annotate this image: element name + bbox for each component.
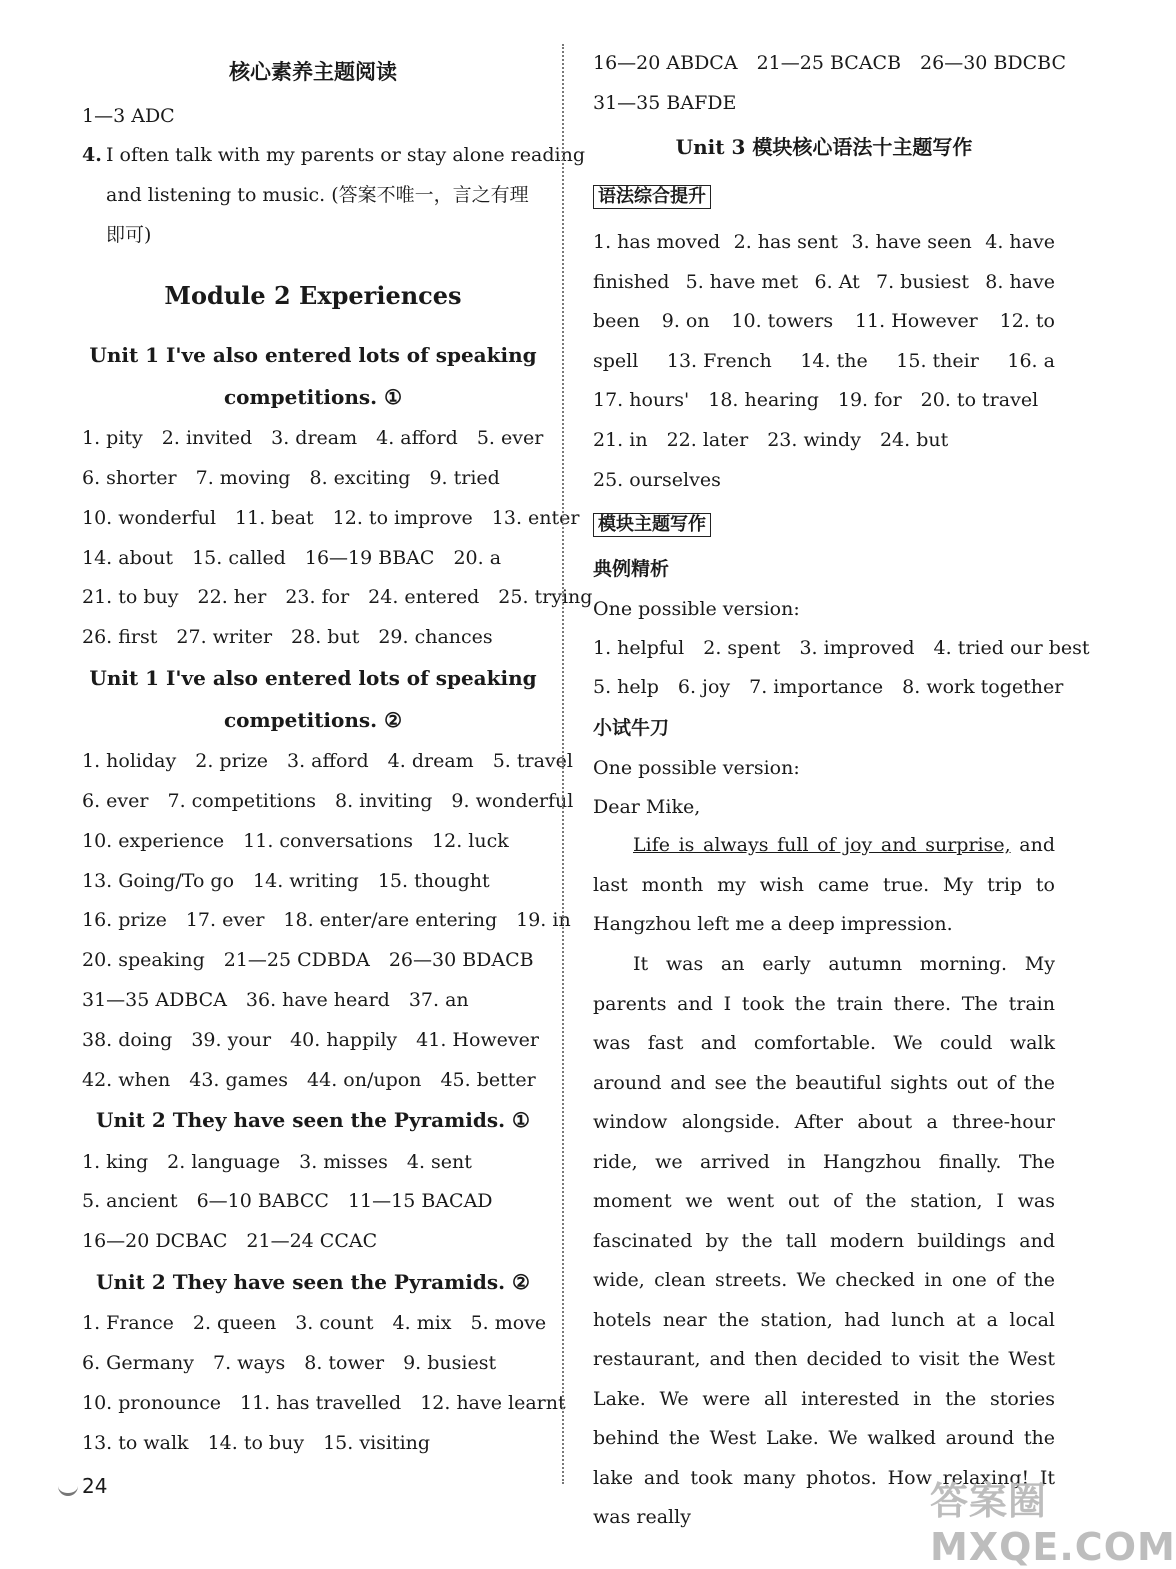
answer-item: 14. writing	[253, 870, 359, 892]
answer-item: 6. joy	[677, 676, 731, 698]
answer-item: 14. about	[82, 547, 174, 569]
answer-row	[82, 1391, 566, 1415]
unit-title-cont: competitions. ②	[223, 708, 403, 732]
answer-item: 9. wonderful	[451, 790, 574, 812]
version-label: One possible version:	[593, 598, 800, 620]
answer-item: 7. moving	[195, 467, 291, 489]
answer-item: 1. helpful	[593, 637, 685, 659]
grammar-box: 语法综合提升	[593, 185, 711, 209]
answer-item: 9. on	[661, 310, 710, 332]
unit-title: Unit 1 I've also entered lots of speaking	[89, 343, 537, 367]
answer-row	[82, 869, 490, 893]
answer-item: 5. help	[593, 676, 659, 698]
question-number: 4.	[82, 144, 102, 166]
answer-item: 7. competitions	[167, 790, 317, 812]
answer-item: 16—20 ABDCA	[593, 52, 738, 74]
answer-item: 26. first	[82, 626, 158, 648]
unit-title-cont: competitions. ①	[223, 385, 403, 409]
answer-item: 19. for	[837, 389, 902, 411]
answer-item: 5. ancient	[82, 1190, 178, 1212]
answer-item: 29. chances	[378, 626, 493, 648]
answer-item: 26—30 BDCBC	[920, 52, 1067, 74]
answer-row	[593, 468, 721, 492]
answer-item: 2. queen	[192, 1312, 277, 1334]
answer-row	[82, 1189, 493, 1213]
answer-item: 15. visiting	[323, 1432, 431, 1454]
answer-item: 2. spent	[703, 637, 781, 659]
answer-item: 20. to travel	[920, 389, 1039, 411]
answer-item: 4. dream	[387, 750, 474, 772]
answer-item: 40. happily	[290, 1029, 398, 1051]
answer-item: 16. prize	[82, 909, 167, 931]
answer-item: 5. ever	[476, 427, 544, 449]
answer-row	[82, 426, 543, 450]
reading-answer-line: and listening to music. (答案不唯一，言之有理	[106, 184, 529, 206]
version-label: One possible version:	[593, 757, 800, 779]
answer-row	[82, 1431, 430, 1455]
answer-item: 1. France	[82, 1312, 174, 1334]
answer-item: 9. tried	[429, 467, 500, 489]
answer-item: 13. to walk	[82, 1432, 189, 1454]
answer-row	[82, 749, 573, 773]
answer-row	[593, 51, 1066, 75]
answer-item: 11. However	[854, 310, 978, 332]
answer-item: 2. invited	[161, 427, 253, 449]
letter-salutation: Dear Mike,	[593, 796, 701, 818]
answer-item: 2. has sent	[733, 231, 839, 253]
answer-item: 19. in	[516, 909, 571, 931]
answer-row	[82, 466, 500, 490]
answer-row	[82, 1150, 472, 1174]
answer-item: 14. the	[800, 350, 868, 372]
page-footer	[58, 1474, 107, 1498]
answer-item: 24. but	[879, 429, 949, 451]
watermark: 答案圈 MXQE.COM	[930, 1479, 1176, 1569]
answer-item: 7. importance	[749, 676, 884, 698]
answer-item: 31—35 BAFDE	[593, 92, 737, 114]
answer-row	[82, 625, 493, 649]
section-box-label	[593, 184, 711, 209]
answer-item: 1—3 ADC	[82, 105, 175, 127]
answer-item: 24. entered	[368, 586, 480, 608]
swirl-icon	[58, 1479, 78, 1496]
answer-item: 36. have heard	[245, 989, 390, 1011]
answer-item: 5. move	[470, 1312, 547, 1334]
answer-item: 10. pronounce	[82, 1392, 221, 1414]
reading-answer-line: I often talk with my parents or stay alone reading	[106, 144, 585, 166]
answer-item: 41. However	[416, 1029, 539, 1051]
answer-item: 39. your	[191, 1029, 272, 1051]
answer-item: 27. writer	[176, 626, 273, 648]
answer-item: 10. wonderful	[82, 507, 217, 529]
answer-item: 21. in	[593, 429, 648, 451]
answer-row	[82, 948, 534, 972]
unit-title: Unit 3 模块核心语法十主题写作	[675, 135, 973, 159]
answer-item: 15. called	[192, 547, 286, 569]
answer-row	[82, 789, 573, 813]
answer-item: been	[593, 310, 640, 332]
answer-item: 2. prize	[195, 750, 268, 772]
answer-item: 3. dream	[271, 427, 358, 449]
answer-row	[593, 230, 1055, 254]
unit-title: Unit 2 They have seen the Pyramids. ②	[96, 1270, 530, 1294]
answer-item: 11—15 BACAD	[347, 1190, 493, 1212]
answer-item: 21—25 CDBDA	[223, 949, 370, 971]
answer-item: 6. shorter	[82, 467, 177, 489]
answer-item: 13. French	[666, 350, 772, 372]
answer-row	[82, 1028, 539, 1052]
answer-item: 23. windy	[767, 429, 861, 451]
answer-item: 3. have seen	[851, 231, 972, 253]
answer-row	[593, 91, 736, 115]
answer-item: 42. when	[82, 1069, 171, 1091]
answer-row	[82, 1229, 377, 1253]
answer-row	[82, 1068, 536, 1092]
answer-item: 16—19 BBAC	[304, 547, 435, 569]
answer-item: 8. exciting	[309, 467, 411, 489]
answer-item: 11. conversations	[243, 830, 414, 852]
writing-box: 模块主题写作	[593, 513, 711, 537]
answer-item: 3. misses	[299, 1151, 388, 1173]
answer-item: 20. speaking	[82, 949, 205, 971]
answer-row	[82, 1351, 496, 1375]
answer-item: 15. their	[896, 350, 979, 372]
answer-item: 23. for	[285, 586, 350, 608]
answer-item: spell	[593, 350, 639, 372]
answer-item: 15. thought	[377, 870, 490, 892]
answer-item: 18. enter/are entering	[283, 909, 498, 931]
answer-row	[593, 349, 1055, 373]
answer-item: 4. have	[985, 231, 1055, 253]
answer-item: 2. language	[167, 1151, 281, 1173]
answer-item: 8. tower	[304, 1352, 385, 1374]
paragraph-text: and last month my wish came true. My trip to Hangzhou left me a deep impression.	[593, 834, 1055, 935]
unit-title: Unit 2 They have seen the Pyramids. ①	[96, 1108, 530, 1132]
answer-row	[82, 1311, 546, 1335]
section-box-label	[593, 512, 711, 537]
answer-row	[593, 636, 1090, 660]
answer-item: 4. tried our best	[933, 637, 1090, 659]
answer-row	[82, 988, 469, 1012]
letter-paragraph: It was an early autumn morning. My parents and I took the train there. The train was fast and comfortable. We could walk around and see the beautiful sights out of the window alongside. After about a three-hour ride, we arrived in Hangzhou finally. The moment we went out of the station, I was fascinated by the tall modern buildings and wide, clean streets. We checked in one of the hotels near the station, had lunch at a local restaurant, and then decided to visit the West Lake. We were all interested in the stories behind the West Lake. We walked around the lake and took many photos. How relaxing! It was really	[593, 953, 1055, 1528]
answer-item: 6. At	[814, 271, 860, 293]
answer-item: 7. ways	[213, 1352, 286, 1374]
answer-item: 11. beat	[235, 507, 314, 529]
answer-item: 6. Germany	[82, 1352, 194, 1374]
answer-item: 37. an	[408, 989, 469, 1011]
answer-item: 31—35 ADBCA	[82, 989, 227, 1011]
unit-title: Unit 1 I've also entered lots of speaking	[89, 666, 537, 690]
answer-item: 44. on/upon	[307, 1069, 422, 1091]
answer-item: 3. afford	[286, 750, 369, 772]
answer-item: 3. improved	[799, 637, 915, 659]
answer-item: 21—24 CCAC	[246, 1230, 378, 1252]
answer-item: 18. hearing	[708, 389, 819, 411]
answer-item: 13. Going/To go	[82, 870, 235, 892]
answer-item: 16. a	[1007, 350, 1055, 372]
answer-item: 14. to buy	[207, 1432, 305, 1454]
answer-item: 10. towers	[731, 310, 834, 332]
page-number: 24	[82, 1474, 108, 1498]
answer-item: 21—25 BCACB	[756, 52, 902, 74]
answer-item: 12. to	[999, 310, 1055, 332]
answer-item: 17. ever	[185, 909, 265, 931]
answer-item: 3. count	[295, 1312, 374, 1334]
answer-item: 17. hours'	[593, 389, 690, 411]
answer-item: 12. to improve	[332, 507, 473, 529]
answer-item: 13. enter	[491, 507, 580, 529]
answer-item: 8. work together	[902, 676, 1064, 698]
answer-item: 22. later	[666, 429, 749, 451]
underlined-sentence: Life is always full of joy and surprise,	[633, 834, 1011, 856]
answer-row	[593, 388, 1038, 412]
answer-item: 22. her	[197, 586, 267, 608]
answer-row	[82, 104, 175, 128]
answer-item: 4. mix	[392, 1312, 452, 1334]
answer-item: 6—10 BABCC	[196, 1190, 329, 1212]
answer-item: 4. sent	[406, 1151, 472, 1173]
answer-item: 1. king	[82, 1151, 149, 1173]
answer-item: 9. busiest	[403, 1352, 497, 1374]
answer-item: 7. busiest	[876, 271, 970, 293]
answer-row	[593, 428, 948, 452]
answer-item: 1. has moved	[593, 231, 721, 253]
answer-item: 16—20 DCBAC	[82, 1230, 228, 1252]
answer-item: 45. better	[440, 1069, 536, 1091]
subsection-title: 小试牛刀	[593, 717, 670, 739]
answer-item: 4. afford	[376, 427, 458, 449]
module-title: Module 2 Experiences	[164, 281, 462, 310]
answer-item: 5. have met	[685, 271, 799, 293]
answer-item: 5. travel	[492, 750, 573, 772]
answer-item: 8. have	[985, 271, 1055, 293]
answer-item: 1. holiday	[82, 750, 177, 772]
subsection-title: 典例精析	[593, 558, 670, 580]
answer-item: 12. have learnt	[420, 1392, 566, 1414]
answer-item: 26—30 BDACB	[388, 949, 534, 971]
answer-item: 11. has travelled	[239, 1392, 402, 1414]
answer-row	[82, 506, 580, 530]
answer-item: 6. ever	[82, 790, 149, 812]
answer-item: finished	[593, 271, 670, 293]
answer-row	[82, 546, 501, 570]
answer-row	[82, 908, 571, 932]
answer-item: 28. but	[291, 626, 360, 648]
answer-item: 1. pity	[82, 427, 143, 449]
answer-item: 12. luck	[432, 830, 509, 852]
answer-item: 20. a	[453, 547, 502, 569]
answer-item: 10. experience	[82, 830, 225, 852]
answer-item: 38. doing	[82, 1029, 173, 1051]
reading-answer-line: 即可)	[106, 224, 152, 246]
answer-item: 25. ourselves	[593, 469, 721, 491]
column-divider	[562, 44, 564, 1484]
answer-item: 43. games	[189, 1069, 289, 1091]
answer-item: 21. to buy	[82, 586, 179, 608]
answer-item: 25. trying	[498, 586, 593, 608]
answer-row	[593, 309, 1055, 333]
letter-paragraph	[593, 826, 1055, 945]
answer-row	[82, 829, 509, 853]
section-title: 核心素养主题阅读	[229, 59, 397, 84]
answer-row	[593, 675, 1063, 699]
answer-item: 8. inviting	[335, 790, 433, 812]
answer-row	[593, 270, 1055, 294]
answer-row	[82, 585, 592, 609]
